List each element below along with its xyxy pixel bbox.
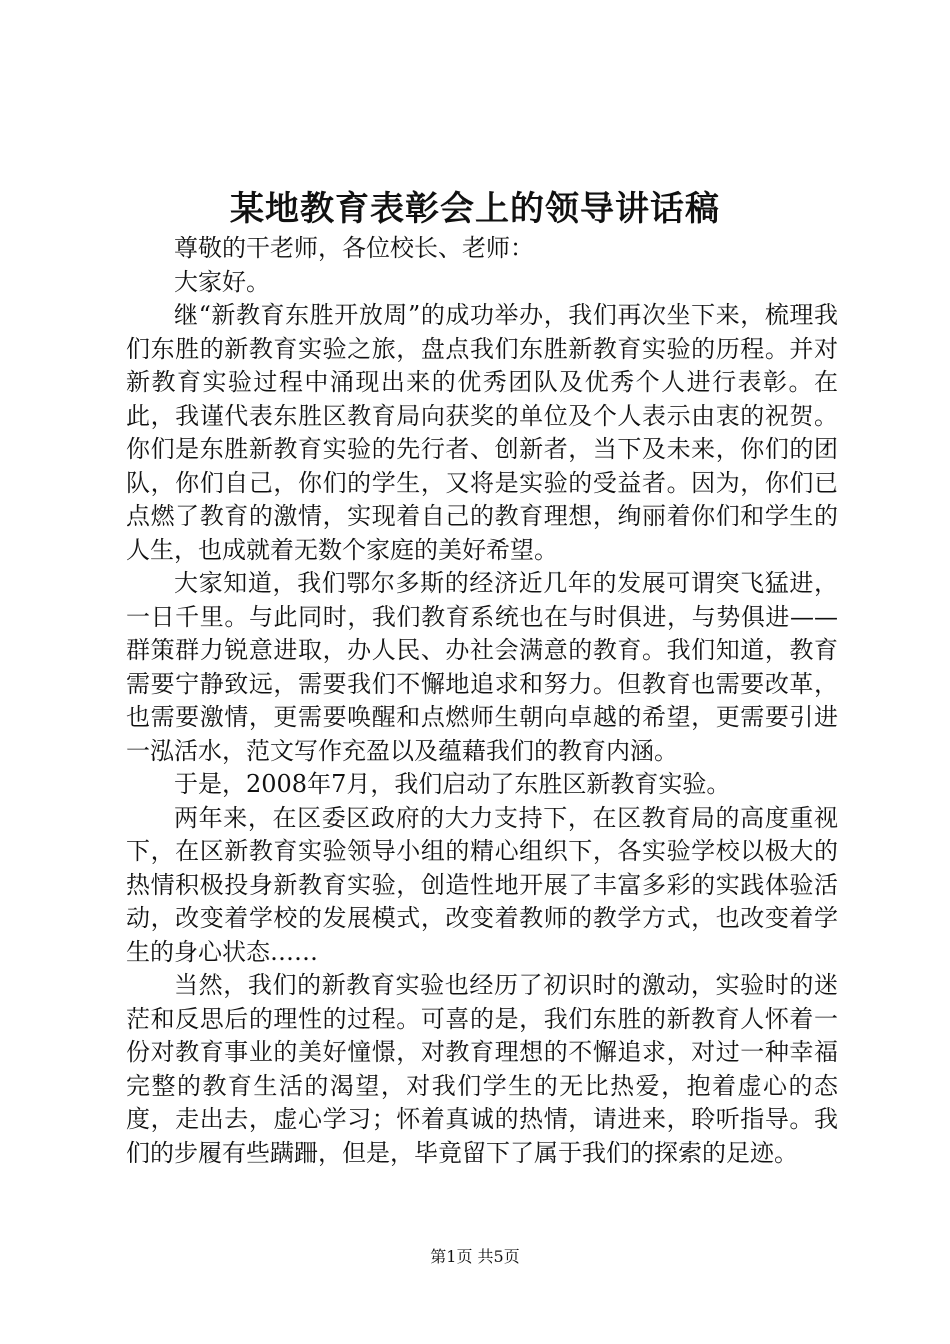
paragraph-4: 两年来，在区委区政府的大力支持下，在区教育局的高度重视下，在区新教育实验领导小组的精心组织下，各实验学校以极大的热情积极投身新教育实验，创造性地开展了丰富多彩的实践体验活动，改变着学校的发展模式，改变着教师的教学方式，也改变着学生的身心状态…… bbox=[126, 803, 838, 966]
paragraph-3: 于是，2008年7月，我们启动了东胜区新教育实验。 bbox=[174, 770, 731, 798]
paragraph-5: 当然，我们的新教育实验也经历了初识时的激动，实验时的迷茫和反思后的理性的过程。可喜的是，我们东胜的新教育人怀着一份对教育事业的美好憧憬，对教育理想的不懈追求，对过一种幸福完整的教育生活的渴望，对我们学生的无比热爱，抱着虚心的态度，走出去，虚心学习；怀着真诚的热情，请进来，聆听指导。我们的步履有些蹒跚，但是，毕竟留下了属于我们的探索的足迹。 bbox=[126, 971, 838, 1167]
page-number-footer: 第1页 共5页 bbox=[430, 1247, 520, 1266]
greeting: 大家好。 bbox=[174, 267, 270, 296]
document-title: 某地教育表彰会上的领导讲话稿 bbox=[230, 189, 720, 229]
document-body bbox=[126, 232, 838, 1170]
paragraph-2: 大家知道，我们鄂尔多斯的经济近几年的发展可谓突飞猛进，一日千里。与此同时，我们教育系统也在与时俱进，与势俱进——群策群力锐意进取，办人民、办社会满意的教育。我们知道，教育需要宁静致远，需要我们不懈地追求和努力。但教育也需要改革，也需要激情，更需要唤醒和点燃师生朝向卓越的希望，更需要引进一泓活水，范文写作充盈以及蕴藉我们的教育内涵。 bbox=[126, 569, 838, 765]
salutation: 尊敬的干老师，各位校长、老师： bbox=[174, 234, 534, 262]
paragraph-1: 继“新教育东胜开放周”的成功举办，我们再次坐下来，梳理我们东胜的新教育实验之旅，盘点我们东胜新教育实验的历程。并对新教育实验过程中涌现出来的优秀团队及优秀个人进行表彰。在此，我谨代表东胜区教育局向获奖的单位及个人表示由衷的祝贺。你们是东胜新教育实验的先行者、创新者，当下及未来，你们的团队，你们自己，你们的学生，又将是实验的受益者。因为，你们已点燃了教育的激情，实现着自己的教育理想，绚丽着你们和学生的人生，也成就着无数个家庭的美好希望。 bbox=[126, 301, 838, 564]
